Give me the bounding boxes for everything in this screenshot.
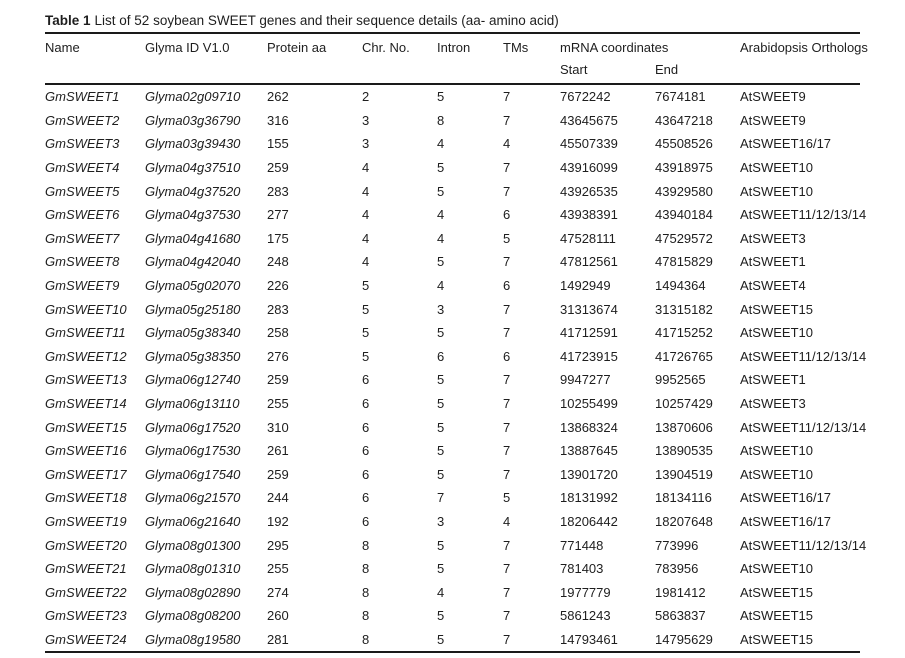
- cell-intron: 4: [437, 584, 445, 600]
- cell-intron: 5: [437, 89, 445, 105]
- cell-name: GmSWEET8: [45, 254, 120, 270]
- cell-chr-no: 3: [362, 112, 370, 128]
- cell-mrna-end: 43929580: [655, 183, 713, 199]
- cell-ortholog: AtSWEET10: [740, 183, 813, 199]
- cell-chr-no: 6: [362, 419, 370, 435]
- cell-intron: 4: [437, 278, 445, 294]
- cell-glyma-id: Glyma04g41680: [145, 230, 241, 246]
- col-header-glyma-id: Glyma ID V1.0: [145, 40, 230, 55]
- cell-tms: 7: [503, 584, 511, 600]
- cell-mrna-end: 43918975: [655, 160, 713, 176]
- cell-ortholog: AtSWEET3: [740, 396, 806, 412]
- cell-tms: 7: [503, 466, 511, 482]
- cell-name: GmSWEET24: [45, 631, 127, 647]
- cell-mrna-end: 13890535: [655, 443, 713, 459]
- cell-protein-aa: 283: [267, 183, 289, 199]
- cell-glyma-id: Glyma05g02070: [145, 278, 241, 294]
- cell-ortholog: AtSWEET15: [740, 301, 813, 317]
- cell-protein-aa: 258: [267, 325, 289, 341]
- table-row: [45, 321, 860, 345]
- cell-glyma-id: Glyma05g25180: [145, 301, 241, 317]
- cell-ortholog: AtSWEET11/12/13/14: [740, 537, 867, 553]
- cell-glyma-id: Glyma06g21570: [145, 490, 241, 506]
- cell-chr-no: 8: [362, 584, 370, 600]
- cell-protein-aa: 316: [267, 112, 289, 128]
- cell-protein-aa: 192: [267, 513, 289, 529]
- cell-mrna-end: 18134116: [655, 490, 712, 506]
- cell-chr-no: 6: [362, 466, 370, 482]
- cell-intron: 5: [437, 631, 445, 647]
- cell-glyma-id: Glyma06g12740: [145, 372, 241, 388]
- cell-chr-no: 6: [362, 372, 370, 388]
- cell-chr-no: 5: [362, 325, 370, 341]
- cell-mrna-start: 5861243: [560, 608, 611, 624]
- table-row: [45, 439, 860, 463]
- cell-intron: 5: [437, 396, 445, 412]
- cell-protein-aa: 175: [267, 230, 289, 246]
- cell-protein-aa: 259: [267, 372, 289, 388]
- cell-mrna-start: 13887645: [560, 443, 618, 459]
- cell-mrna-start: 771448: [560, 537, 604, 553]
- cell-protein-aa: 155: [267, 136, 289, 152]
- table-row: [45, 250, 860, 274]
- col-header-intron: Intron: [437, 40, 471, 55]
- cell-mrna-start: 43645675: [560, 112, 618, 128]
- table-row: [45, 179, 860, 203]
- cell-mrna-start: 43916099: [560, 160, 618, 176]
- cell-name: GmSWEET22: [45, 584, 127, 600]
- cell-glyma-id: Glyma05g38340: [145, 325, 241, 341]
- cell-name: GmSWEET19: [45, 513, 127, 529]
- cell-glyma-id: Glyma02g09710: [145, 89, 241, 105]
- cell-name: GmSWEET13: [45, 372, 127, 388]
- cell-protein-aa: 248: [267, 254, 289, 270]
- cell-tms: 7: [503, 112, 511, 128]
- cell-ortholog: AtSWEET1: [740, 254, 806, 270]
- cell-protein-aa: 226: [267, 278, 289, 294]
- cell-mrna-start: 10255499: [560, 396, 618, 412]
- cell-glyma-id: Glyma06g17520: [145, 419, 241, 435]
- cell-ortholog: AtSWEET16/17: [740, 513, 832, 529]
- cell-mrna-end: 47815829: [655, 254, 713, 270]
- cell-ortholog: AtSWEET9: [740, 89, 806, 105]
- cell-mrna-end: 1494364: [655, 278, 706, 294]
- cell-glyma-id: Glyma03g39430: [145, 136, 241, 152]
- cell-protein-aa: 277: [267, 207, 289, 223]
- table-row: [45, 274, 860, 298]
- cell-glyma-id: Glyma04g42040: [145, 254, 241, 270]
- cell-protein-aa: 281: [267, 631, 289, 647]
- cell-intron: 6: [437, 348, 445, 364]
- cell-mrna-start: 7672242: [560, 89, 611, 105]
- table-row: [45, 85, 860, 109]
- table-row: [45, 415, 867, 439]
- table-row: [45, 227, 860, 251]
- cell-chr-no: 6: [362, 443, 370, 459]
- cell-intron: 4: [437, 207, 445, 223]
- cell-tms: 7: [503, 89, 511, 105]
- cell-protein-aa: 274: [267, 584, 289, 600]
- cell-glyma-id: Glyma05g38350: [145, 348, 241, 364]
- cell-name: GmSWEET10: [45, 301, 127, 317]
- cell-intron: 5: [437, 419, 445, 435]
- cell-tms: 5: [503, 490, 511, 506]
- table-row: [45, 463, 860, 487]
- cell-mrna-start: 41723915: [560, 348, 618, 364]
- cell-ortholog: AtSWEET3: [740, 230, 806, 246]
- cell-mrna-end: 10257429: [655, 396, 713, 412]
- cell-protein-aa: 276: [267, 348, 289, 364]
- table-row: [45, 557, 860, 581]
- cell-tms: 7: [503, 631, 511, 647]
- cell-chr-no: 8: [362, 631, 370, 647]
- cell-chr-no: 4: [362, 207, 370, 223]
- cell-glyma-id: Glyma06g17540: [145, 466, 241, 482]
- cell-name: GmSWEET6: [45, 207, 120, 223]
- cell-protein-aa: 260: [267, 608, 289, 624]
- cell-mrna-start: 41712591: [560, 325, 618, 341]
- cell-chr-no: 4: [362, 183, 370, 199]
- cell-intron: 5: [437, 443, 445, 459]
- cell-ortholog: AtSWEET11/12/13/14: [740, 207, 867, 223]
- cell-glyma-id: Glyma08g08200: [145, 608, 241, 624]
- cell-chr-no: 3: [362, 136, 370, 152]
- cell-protein-aa: 262: [267, 89, 289, 105]
- cell-mrna-end: 5863837: [655, 608, 706, 624]
- cell-name: GmSWEET12: [45, 348, 127, 364]
- cell-ortholog: AtSWEET11/12/13/14: [740, 348, 867, 364]
- cell-mrna-start: 43926535: [560, 183, 618, 199]
- cell-name: GmSWEET9: [45, 278, 120, 294]
- cell-mrna-start: 9947277: [560, 372, 611, 388]
- cell-mrna-end: 41726765: [655, 348, 713, 364]
- cell-intron: 5: [437, 608, 445, 624]
- cell-name: GmSWEET2: [45, 112, 120, 128]
- cell-glyma-id: Glyma08g01300: [145, 537, 241, 553]
- cell-intron: 7: [437, 490, 445, 506]
- cell-name: GmSWEET17: [45, 466, 127, 482]
- table-row: [45, 580, 860, 604]
- cell-glyma-id: Glyma08g01310: [145, 561, 241, 577]
- cell-chr-no: 5: [362, 301, 370, 317]
- cell-glyma-id: Glyma04g37510: [145, 160, 241, 176]
- cell-name: GmSWEET5: [45, 183, 120, 199]
- cell-mrna-start: 1977779: [560, 584, 611, 600]
- cell-mrna-end: 783956: [655, 561, 699, 577]
- cell-chr-no: 6: [362, 396, 370, 412]
- cell-glyma-id: Glyma03g36790: [145, 112, 241, 128]
- cell-tms: 7: [503, 443, 511, 459]
- table-body: [45, 85, 867, 651]
- cell-tms: 7: [503, 608, 511, 624]
- col-header-end: End: [655, 62, 679, 77]
- cell-mrna-end: 13904519: [655, 466, 713, 482]
- cell-name: GmSWEET15: [45, 419, 127, 435]
- cell-mrna-end: 13870606: [655, 419, 713, 435]
- cell-ortholog: AtSWEET10: [740, 160, 813, 176]
- cell-intron: 4: [437, 230, 445, 246]
- cell-glyma-id: Glyma04g37520: [145, 183, 241, 199]
- cell-name: GmSWEET21: [45, 561, 127, 577]
- table-row: [45, 533, 867, 557]
- table-row: [45, 156, 860, 180]
- cell-ortholog: AtSWEET16/17: [740, 490, 832, 506]
- cell-mrna-start: 781403: [560, 561, 604, 577]
- col-header-tms: TMs: [503, 40, 529, 55]
- cell-intron: 4: [437, 136, 445, 152]
- cell-tms: 6: [503, 348, 511, 364]
- cell-intron: 5: [437, 537, 445, 553]
- cell-mrna-start: 31313674: [560, 301, 618, 317]
- cell-name: GmSWEET11: [45, 325, 126, 341]
- cell-name: GmSWEET18: [45, 490, 127, 506]
- cell-mrna-start: 18206442: [560, 513, 618, 529]
- cell-protein-aa: 255: [267, 561, 289, 577]
- cell-tms: 6: [503, 278, 511, 294]
- cell-tms: 7: [503, 301, 511, 317]
- cell-intron: 3: [437, 513, 445, 529]
- cell-ortholog: AtSWEET10: [740, 466, 813, 482]
- cell-name: GmSWEET20: [45, 537, 127, 553]
- cell-mrna-end: 45508526: [655, 136, 713, 152]
- cell-mrna-start: 13868324: [560, 419, 618, 435]
- cell-chr-no: 8: [362, 608, 370, 624]
- table-row: [45, 109, 860, 133]
- rule-bottom: [45, 651, 860, 653]
- cell-chr-no: 6: [362, 490, 370, 506]
- cell-tms: 7: [503, 419, 511, 435]
- cell-protein-aa: 259: [267, 160, 289, 176]
- cell-mrna-end: 14795629: [655, 631, 713, 647]
- cell-tms: 7: [503, 254, 511, 270]
- table-caption-text: List of 52 soybean SWEET genes and their sequence details (aa- amino acid): [94, 13, 559, 28]
- cell-ortholog: AtSWEET10: [740, 325, 813, 341]
- cell-protein-aa: 283: [267, 301, 289, 317]
- cell-ortholog: AtSWEET1: [740, 372, 806, 388]
- cell-glyma-id: Glyma06g17530: [145, 443, 241, 459]
- col-header-start: Start: [560, 62, 588, 77]
- cell-mrna-end: 47529572: [655, 230, 713, 246]
- cell-intron: 5: [437, 160, 445, 176]
- cell-intron: 8: [437, 112, 445, 128]
- cell-name: GmSWEET4: [45, 160, 120, 176]
- cell-intron: 3: [437, 301, 445, 317]
- cell-chr-no: 6: [362, 513, 370, 529]
- cell-tms: 5: [503, 230, 511, 246]
- cell-protein-aa: 255: [267, 396, 289, 412]
- cell-mrna-end: 43647218: [655, 112, 713, 128]
- cell-mrna-end: 7674181: [655, 89, 706, 105]
- cell-ortholog: AtSWEET4: [740, 278, 806, 294]
- table-row: [45, 203, 867, 227]
- cell-tms: 7: [503, 561, 511, 577]
- cell-intron: 5: [437, 254, 445, 270]
- table-label: Table 1: [45, 13, 91, 28]
- cell-ortholog: AtSWEET10: [740, 443, 813, 459]
- cell-mrna-start: 18131992: [560, 490, 618, 506]
- cell-protein-aa: 244: [267, 490, 289, 506]
- table-row: [45, 392, 860, 416]
- col-header-name: Name: [45, 40, 80, 55]
- table-row: [45, 297, 860, 321]
- cell-chr-no: 4: [362, 230, 370, 246]
- cell-name: GmSWEET16: [45, 443, 127, 459]
- cell-protein-aa: 310: [267, 419, 289, 435]
- cell-tms: 7: [503, 160, 511, 176]
- cell-mrna-start: 45507339: [560, 136, 618, 152]
- col-header-arabidopsis-orthologs: Arabidopsis Orthologs: [740, 40, 868, 55]
- cell-ortholog: AtSWEET9: [740, 112, 806, 128]
- cell-tms: 4: [503, 513, 511, 529]
- table-row: [45, 486, 860, 510]
- table-row: [45, 604, 860, 628]
- cell-intron: 5: [437, 561, 445, 577]
- cell-mrna-start: 47812561: [560, 254, 618, 270]
- cell-name: GmSWEET14: [45, 396, 127, 412]
- paper-table: [45, 13, 868, 653]
- cell-protein-aa: 259: [267, 466, 289, 482]
- table-header: [45, 34, 868, 83]
- cell-mrna-end: 1981412: [655, 584, 706, 600]
- col-header-chr-no: Chr. No.: [362, 40, 410, 55]
- cell-mrna-start: 1492949: [560, 278, 611, 294]
- cell-glyma-id: Glyma08g19580: [145, 631, 241, 647]
- cell-glyma-id: Glyma06g21640: [145, 513, 241, 529]
- table-row: [45, 132, 860, 156]
- col-header-mrna-coordinates: mRNA coordinates: [560, 40, 669, 55]
- cell-glyma-id: Glyma06g13110: [145, 396, 240, 412]
- table-row: [45, 510, 860, 534]
- cell-mrna-end: 31315182: [655, 301, 713, 317]
- cell-tms: 4: [503, 136, 511, 152]
- cell-mrna-end: 773996: [655, 537, 699, 553]
- table-row: [45, 345, 867, 369]
- cell-tms: 6: [503, 207, 511, 223]
- cell-chr-no: 4: [362, 160, 370, 176]
- cell-intron: 5: [437, 372, 445, 388]
- cell-tms: 7: [503, 396, 511, 412]
- cell-ortholog: AtSWEET15: [740, 631, 813, 647]
- cell-tms: 7: [503, 183, 511, 199]
- table-caption: [45, 13, 860, 28]
- cell-mrna-start: 14793461: [560, 631, 618, 647]
- cell-tms: 7: [503, 537, 511, 553]
- cell-mrna-start: 13901720: [560, 466, 618, 482]
- cell-mrna-end: 43940184: [655, 207, 713, 223]
- cell-mrna-end: 41715252: [655, 325, 713, 341]
- cell-name: GmSWEET7: [45, 230, 120, 246]
- cell-glyma-id: Glyma08g02890: [145, 584, 241, 600]
- cell-ortholog: AtSWEET11/12/13/14: [740, 419, 867, 435]
- cell-name: GmSWEET3: [45, 136, 120, 152]
- cell-protein-aa: 261: [267, 443, 289, 459]
- cell-name: GmSWEET23: [45, 608, 127, 624]
- col-header-protein-aa: Protein aa: [267, 40, 327, 55]
- cell-mrna-start: 43938391: [560, 207, 618, 223]
- cell-mrna-end: 9952565: [655, 372, 706, 388]
- cell-chr-no: 8: [362, 561, 370, 577]
- cell-tms: 7: [503, 325, 511, 341]
- cell-chr-no: 8: [362, 537, 370, 553]
- cell-intron: 5: [437, 466, 445, 482]
- cell-ortholog: AtSWEET15: [740, 608, 813, 624]
- cell-ortholog: AtSWEET10: [740, 561, 813, 577]
- cell-intron: 5: [437, 325, 445, 341]
- cell-chr-no: 5: [362, 278, 370, 294]
- cell-name: GmSWEET1: [45, 89, 120, 105]
- cell-chr-no: 2: [362, 89, 370, 105]
- cell-ortholog: AtSWEET16/17: [740, 136, 832, 152]
- cell-glyma-id: Glyma04g37530: [145, 207, 241, 223]
- table-row: [45, 368, 860, 392]
- cell-intron: 5: [437, 183, 445, 199]
- cell-mrna-end: 18207648: [655, 513, 713, 529]
- cell-tms: 7: [503, 372, 511, 388]
- cell-protein-aa: 295: [267, 537, 289, 553]
- cell-ortholog: AtSWEET15: [740, 584, 813, 600]
- cell-mrna-start: 47528111: [560, 230, 616, 246]
- table-row: [45, 628, 860, 652]
- cell-chr-no: 5: [362, 348, 370, 364]
- cell-chr-no: 4: [362, 254, 370, 270]
